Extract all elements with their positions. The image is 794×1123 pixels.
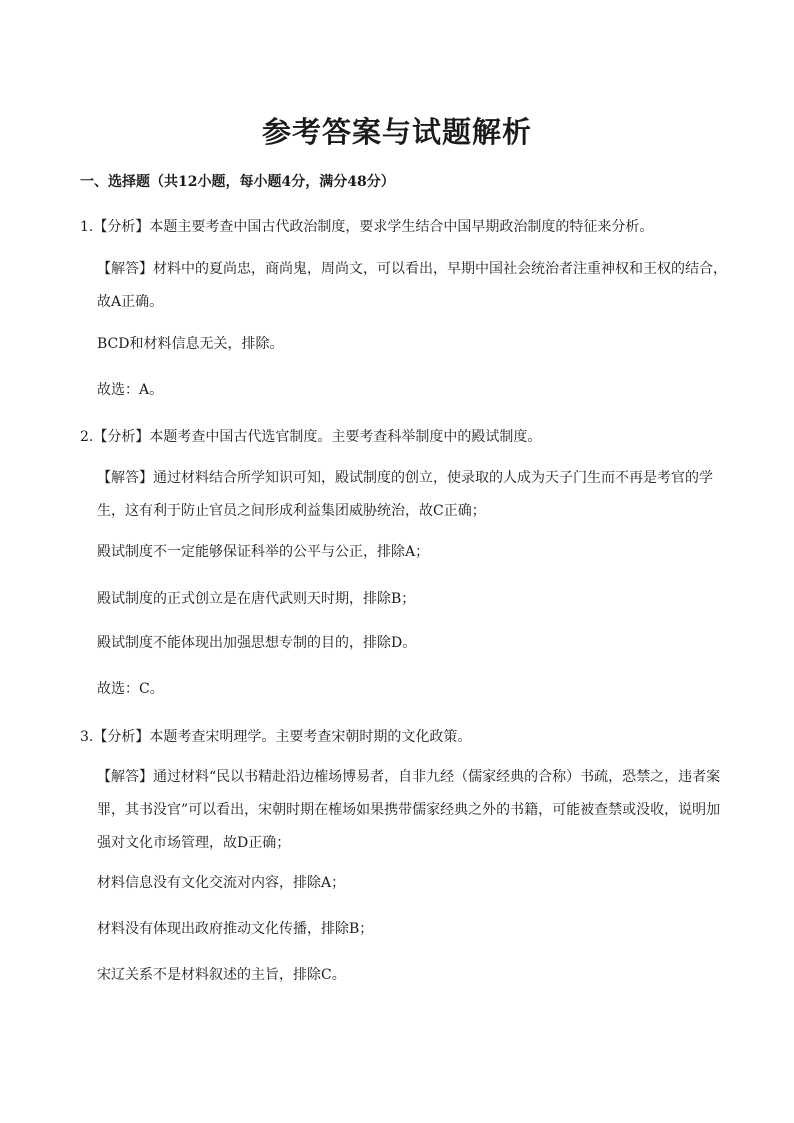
section-heading: 一、选择题（共12小题，每小题4分，满分48分） xyxy=(80,174,395,190)
q2-line-5: 故选：C。 xyxy=(97,681,164,697)
q2-line-4: 殿试制度不能体现出加强思想专制的目的，排除D。 xyxy=(97,635,417,651)
q1-analysis: 1.【分析】本题主要考查中国古代政治制度，要求学生结合中国早期政治制度的特征来分析。 xyxy=(80,219,654,235)
q2-answer: 【解答】通过材料结合所学知识可知，殿试制度的创立，使录取的人成为天子门生而不再是考官的学生，这有利于防止官员之间形成利益集团威胁统治，故C正确； xyxy=(97,470,713,519)
q2-line-3: 殿试制度的正式创立是在唐代武则天时期，排除B； xyxy=(97,591,416,607)
q1-line-2: BCD和材料信息无关，排除。 xyxy=(97,336,284,352)
q3-line-3: 材料没有体现出政府推动文化传播，排除B； xyxy=(97,921,374,937)
q2-analysis: 2.【分析】本题考查中国古代选官制度。主要考查科举制度中的殿试制度。 xyxy=(80,429,542,445)
page-title: 参考答案与试题解析 xyxy=(261,115,532,149)
q3-answer: 【解答】通过材料“民以书精赴沿边榷场博易者，自非九经（儒家经典的合称）书疏，恐禁之，违者案罪，其书没官”可以看出，宋朝时期在榷场如果携带儒家经典之外的书籍，可能被查禁或没收，说明加强对文化市场管理，故D正确； xyxy=(97,769,721,851)
q1-line-3: 故选：A。 xyxy=(97,382,164,398)
q3-line-2: 材料信息没有文化交流对内容，排除A； xyxy=(97,875,346,891)
q1-answer: 【解答】材料中的夏尚忠，商尚鬼，周尚文，可以看出，早期中国社会统治者注重神权和王权的结合，故A正确。 xyxy=(97,261,727,310)
q2-line-2: 殿试制度不一定能够保证科举的公平与公正，排除A； xyxy=(97,544,430,560)
q3-analysis: 3.【分析】本题考查宋明理学。主要考查宋朝时期的文化政策。 xyxy=(80,729,472,745)
q3-line-4: 宋辽关系不是材料叙述的主旨，排除C。 xyxy=(97,967,346,983)
